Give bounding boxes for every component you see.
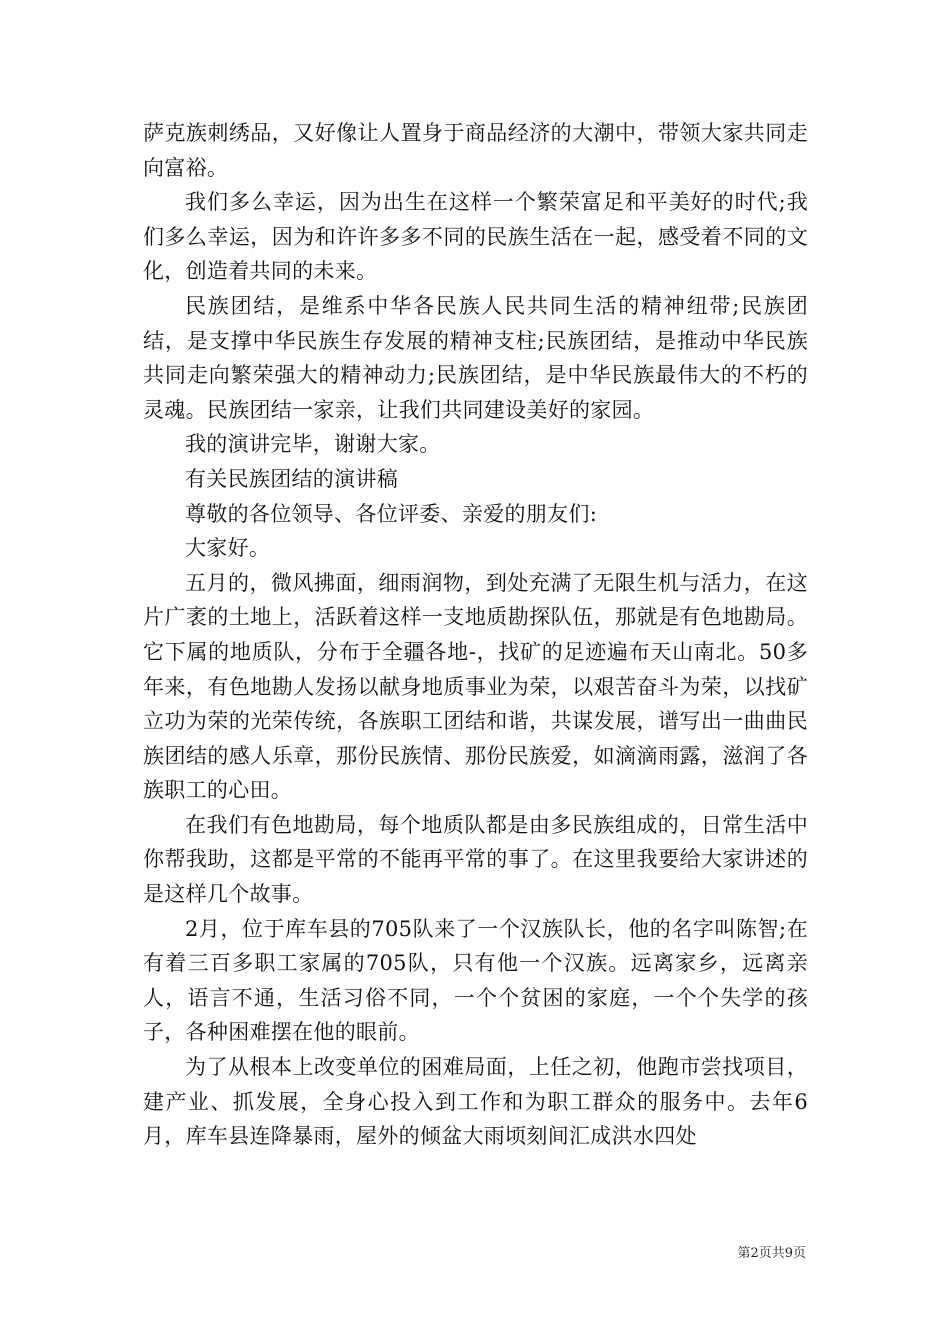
- paragraph: 我们多么幸运，因为出生在这样一个繁荣富足和平美好的时代;我们多么幸运，因为和许许多多不同的民族生活在一起，感受着不同的文化，创造着共同的未来。: [143, 190, 808, 284]
- paragraph: 我的演讲完毕，谢谢大家。: [185, 432, 441, 457]
- page-number-footer: [737, 1245, 806, 1263]
- section-heading: 有关民族团结的演讲稿: [185, 466, 398, 491]
- page-number-label: 第2页共9页: [737, 1246, 806, 1261]
- paragraph: 2月，位于库车县的705队来了一个汉族队长，他的名字叫陈智;在有着三百多职工家属的705队，只有他一个汉族。远离家乡，远离亲人，语言不通，生活习俗不同，一个个贫困的家庭，一个个失学的孩子，各种困难摆在他的眼前。: [143, 916, 808, 1045]
- document-body: [143, 116, 808, 1154]
- paragraph: 萨克族刺绣品，又好像让人置身于商品经济的大潮中，带领大家共同走向富裕。: [143, 121, 808, 180]
- paragraph: 五月的，微风拂面，细雨润物，到处充满了无限生机与活力，在这片广袤的土地上，活跃着这样一支地质勘探队伍，那就是有色地勘局。它下属的地质队，分布于全疆各地-，找矿的足迹遍布天山南北。50多年来，有色地勘人发扬以献身地质事业为荣，以艰苦奋斗为荣，以找矿立功为荣的光荣传统，各族职工团结和谐，共谋发展，谱写出一曲曲民族团结的感人乐章，那份民族情、那份民族爱，如滴滴雨露，滋润了各族职工的心田。: [143, 570, 808, 803]
- paragraph: 民族团结，是维系中华各民族人民共同生活的精神纽带;民族团结，是支撑中华民族生存发展的精神支柱;民族团结，是推动中华民族共同走向繁荣强大的精神动力;民族团结，是中华民族最伟大的不朽的灵魂。民族团结一家亲，让我们共同建设美好的家园。: [143, 293, 808, 422]
- paragraph: 为了从根本上改变单位的困难局面，上任之初，他跑市尝找项目，建产业、抓发展，全身心投入到工作和为职工群众的服务中。去年6月，库车县连降暴雨，屋外的倾盆大雨顷刻间汇成洪水四处: [143, 1055, 808, 1149]
- paragraph: 在我们有色地勘局，每个地质队都是由多民族组成的，日常生活中你帮我助，这都是平常的不能再平常的事了。在这里我要给大家讲述的是这样几个故事。: [143, 812, 808, 907]
- greeting: 大家好。: [185, 536, 271, 561]
- salutation: 尊敬的各位领导、各位评委、亲爱的朋友们:: [185, 501, 598, 526]
